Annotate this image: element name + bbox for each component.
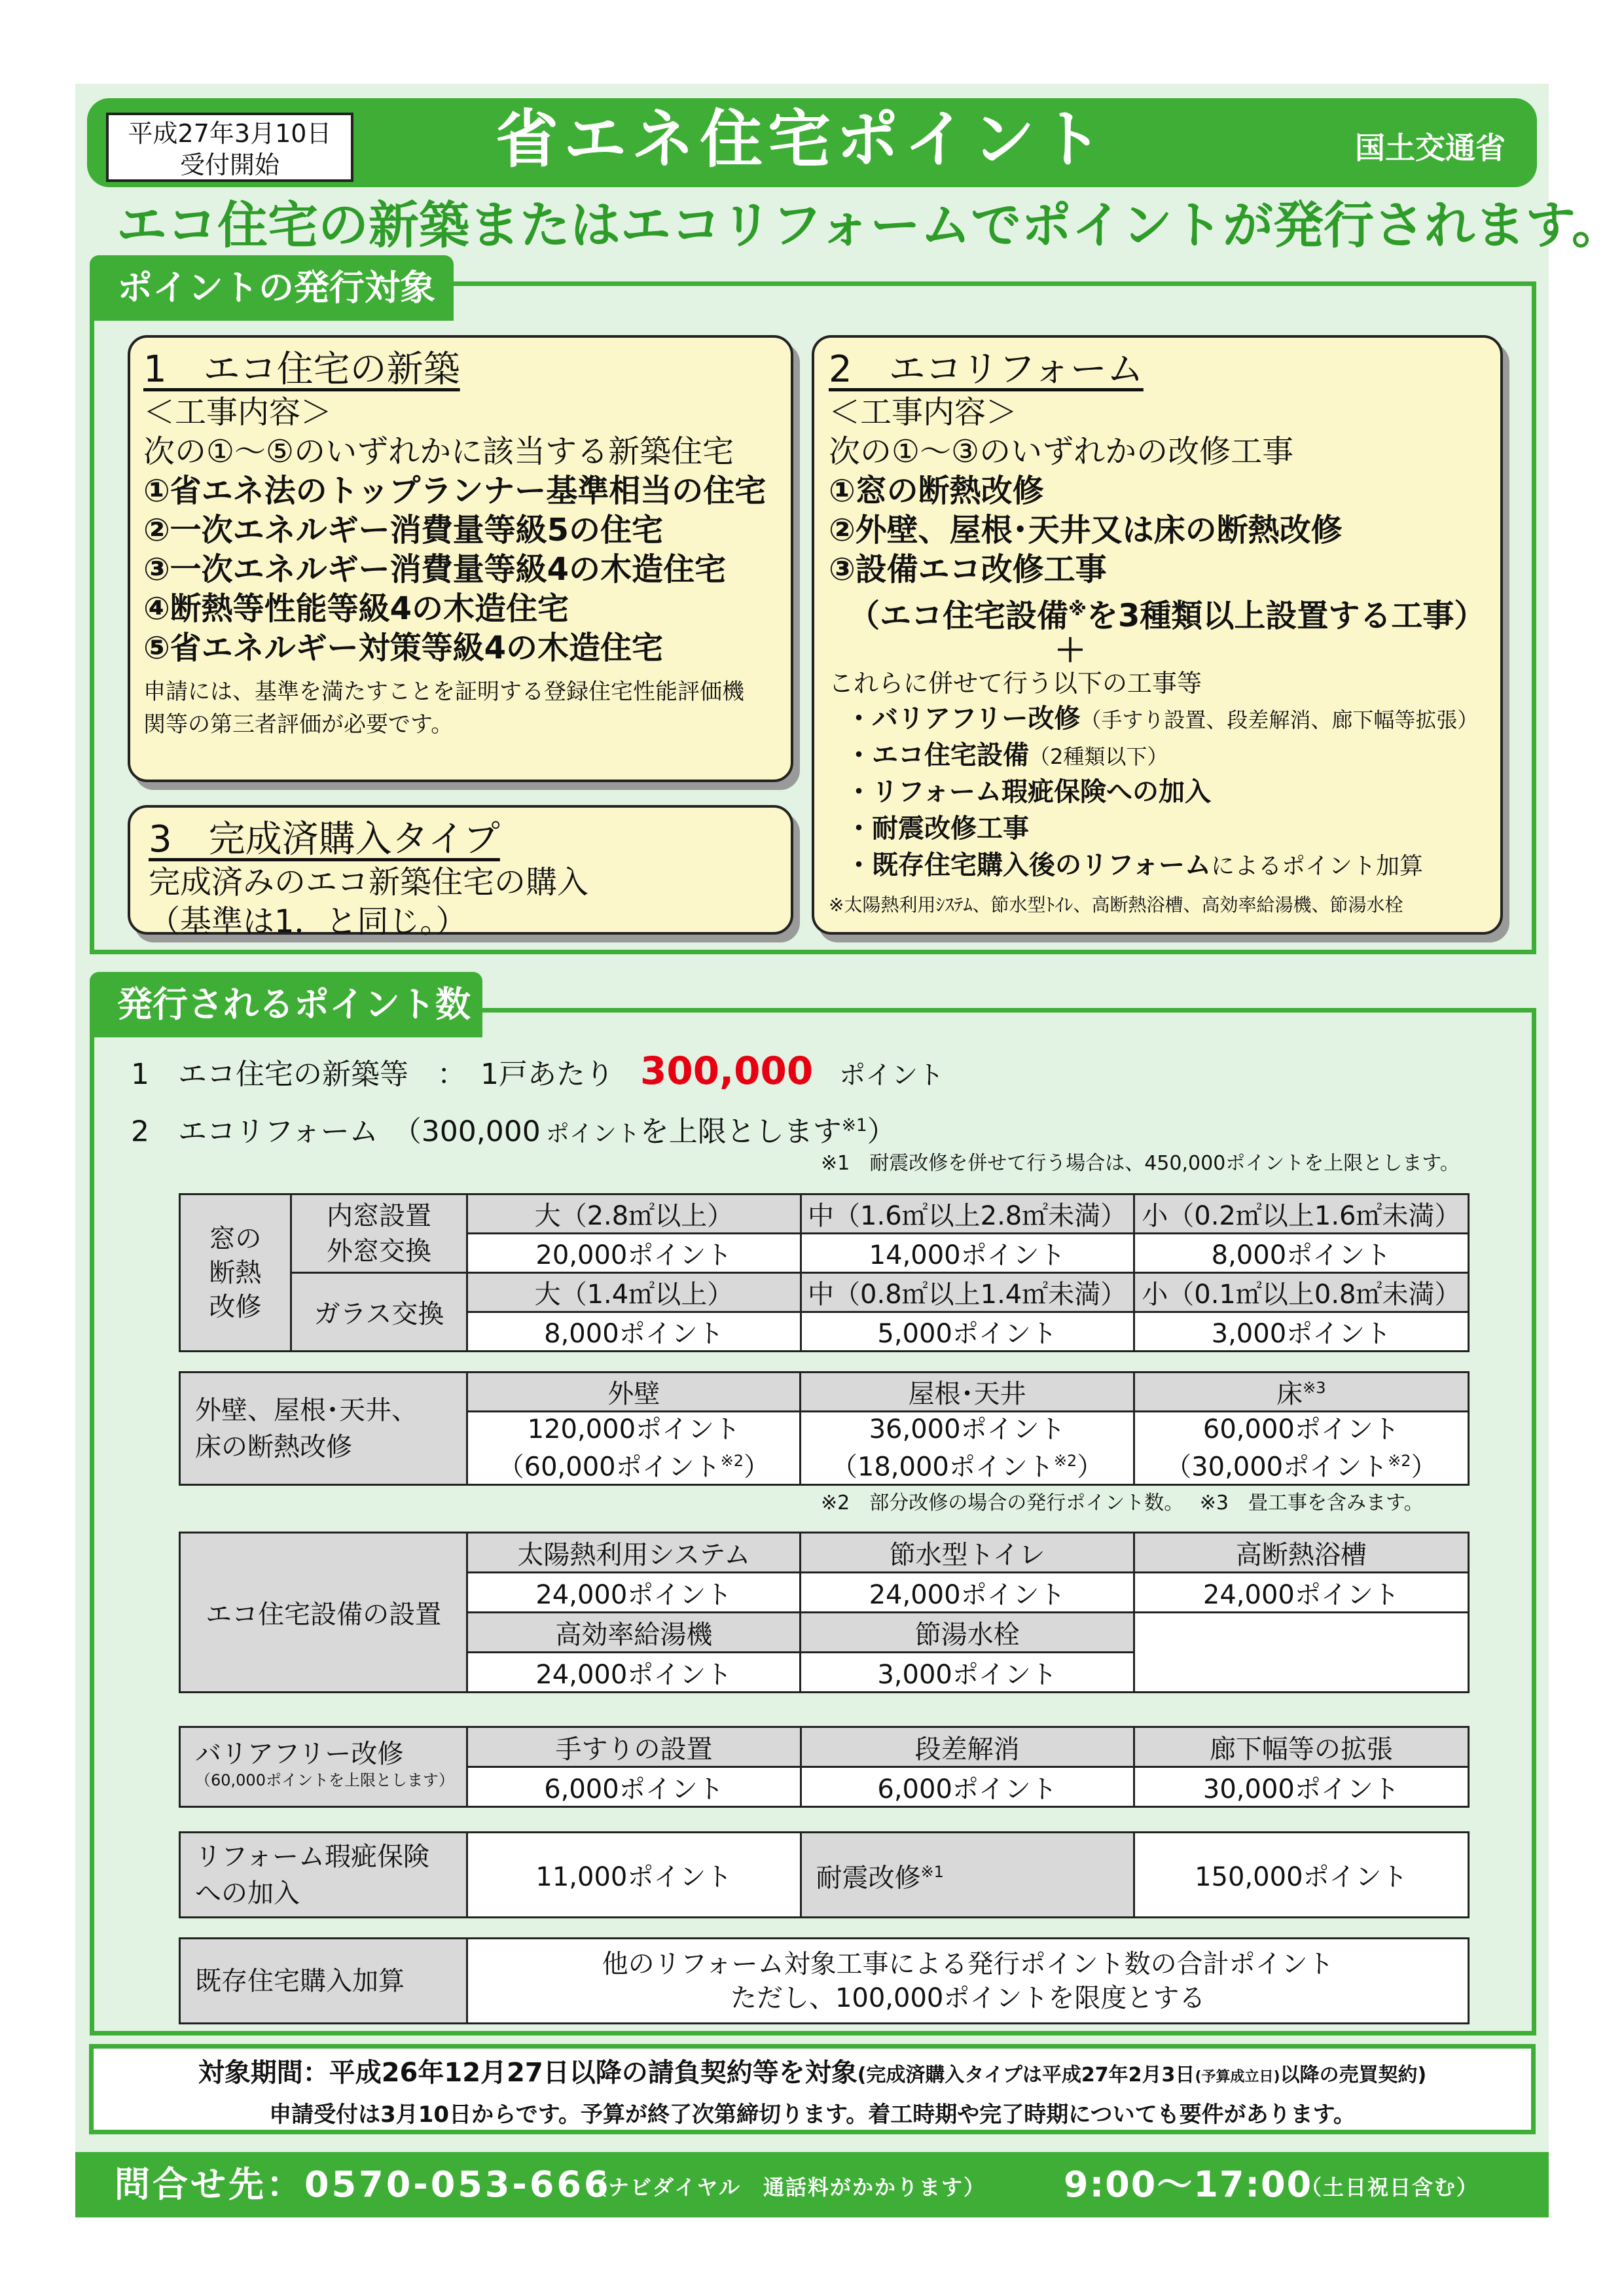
extras-list — [829, 701, 1500, 884]
note-partial-tatami: ※2 部分改修の場合の発行ポイント数。 ※3 畳工事を含みます。 — [821, 1492, 1424, 1515]
contact-hours: 9:00～17:00 — [1064, 2164, 1313, 2205]
work-header: 段差解消 — [801, 1727, 1134, 1767]
row-subheader: 内窓設置 外窓交換 — [291, 1194, 467, 1273]
card-title: 3 完成済購入タイプ — [149, 818, 500, 861]
size-header: 大（2.8㎡以上） — [467, 1194, 801, 1234]
equipment-header: 太陽熱利用システム — [467, 1533, 801, 1573]
equipment-footnote: ※太陽熱利用ｼｽﾃﾑ、節水型ﾄｲﾚ、高断熱浴槽、高効率給湯機、節湯水栓 — [829, 894, 1403, 916]
plus-sign: ＋ — [1055, 632, 1087, 669]
criterion-item: ④断熱等性能等級4の木造住宅 — [143, 590, 569, 627]
points-cell: 24,000ポイント — [1134, 1573, 1468, 1613]
contact-bar — [75, 2152, 1549, 2217]
work-header: 廊下幅等の拡張 — [1134, 1727, 1468, 1767]
empty-cell — [1134, 1613, 1468, 1693]
eco-reform-card — [812, 335, 1503, 935]
extra-item: ・エコ住宅設備（2種類以下） — [846, 740, 1168, 770]
start-date-label: 受付開始 — [179, 151, 280, 179]
contact-phone: 問合せ先：0570-053-666 — [115, 2164, 611, 2205]
barrier-free-table — [179, 1726, 1470, 1808]
points-cell: 20,000ポイント — [467, 1234, 801, 1273]
work-header: 手すりの設置 — [467, 1727, 801, 1767]
reform-item: ③設備エコ改修工事 — [829, 551, 1107, 588]
period-box — [89, 2044, 1536, 2134]
equipment-table — [179, 1532, 1470, 1693]
points-cell: 3,000ポイント — [1134, 1312, 1468, 1352]
points-cell: 8,000ポイント — [467, 1312, 801, 1352]
new-build-card — [128, 335, 793, 782]
points-cell: 30,000ポイント — [1134, 1767, 1468, 1807]
points-cell: 24,000ポイント — [467, 1653, 801, 1693]
tagline: エコ住宅の新築またはエコリフォームでポイントが発行されます。 — [117, 197, 1622, 255]
notice-line: 申請受付は3月10日からです。予算が終了次第締切ります。着工時期や完了時期についても要件があります。 — [269, 2102, 1356, 2128]
equipment-header: 節水型トイレ — [801, 1533, 1134, 1573]
reform-points-line: 2 エコリフォーム （300,000 ポイントを上限とします$^{※1}$） — [131, 1115, 896, 1149]
points-cell: 150,000ポイント — [1134, 1833, 1468, 1918]
new-build-points-line: 1 エコ住宅の新築等 ： 1戸あたり 300,000 ポイント — [131, 1049, 945, 1093]
card-title: 2 エコリフォーム — [829, 348, 1144, 391]
existing-house-table — [179, 1937, 1470, 2024]
card-note: 申請には、基準を満たすことを証明する登録住宅性能評価機 — [143, 679, 744, 705]
extra-item: ・リフォーム瑕疵保険への加入 — [846, 777, 1211, 807]
row-header: 窓の 断熱 改修 — [180, 1194, 291, 1352]
card-title: 1 エコ住宅の新築 — [143, 348, 460, 391]
points-cell: 24,000ポイント — [801, 1573, 1134, 1613]
existing-bonus-cell: 他のリフォーム対象工事による発行ポイント数の合計ポイント ただし、100,000ポイントを限度とする — [467, 1939, 1469, 2024]
wall-table — [179, 1371, 1470, 1486]
card-note: 関等の第三者評価が必要です。 — [143, 711, 454, 738]
completed-purchase-card — [128, 805, 793, 940]
equipment-header: 節湯水栓 — [801, 1613, 1134, 1653]
row-subheader: ガラス交換 — [291, 1273, 467, 1352]
extra-item: ・既存住宅購入後のリフォームによるポイント加算 — [846, 850, 1424, 880]
extra-item: ・バリアフリー改修（手すり設置、段差解消、廊下幅等拡張） — [846, 704, 1479, 734]
criterion-item: ②一次エネルギー消費量等級5の住宅 — [143, 512, 664, 548]
card-intro: 次の①～③のいずれかの改修工事 — [829, 433, 1294, 470]
eligibility-tab: ポイントの発行対象 — [90, 255, 454, 321]
part-header: 床$^{※3}$ — [1134, 1372, 1468, 1412]
row-header: リフォーム瑕疵保険 への加入 — [180, 1833, 467, 1918]
contact-hours-note: （土日祝日含む） — [1301, 2175, 1479, 2200]
page-title: 省エネ住宅ポイント — [496, 103, 1108, 176]
card-line: （基準は1．と同じ。） — [149, 903, 467, 940]
size-header: 小（0.1㎡以上0.8㎡未満） — [1134, 1273, 1468, 1312]
points-cell: 120,000ポイント （60,000ポイント$^{※2}$） — [467, 1412, 801, 1485]
start-date: 平成27年3月10日 — [128, 119, 332, 148]
size-header: 小（0.2㎡以上1.6㎡未満） — [1134, 1194, 1468, 1234]
new-build-points-value: 300,000 — [640, 1049, 814, 1093]
points-tab: 発行されるポイント数 — [90, 972, 482, 1037]
criterion-item: ⑤省エネルギー対策等級4の木造住宅 — [143, 630, 664, 666]
card-subhead: ＜工事内容＞ — [829, 394, 1018, 431]
equipment-header: 高効率給湯機 — [467, 1613, 801, 1653]
reform-item: ②外壁、屋根･天井又は床の断熱改修 — [829, 512, 1343, 548]
insurance-quake-table — [179, 1831, 1470, 1918]
reform-item: ①窓の断熱改修 — [829, 473, 1044, 509]
also-label: これらに併せて行う以下の工事等 — [829, 669, 1202, 698]
size-header: 大（1.4㎡以上） — [467, 1273, 801, 1312]
equipment-header: 高断熱浴槽 — [1134, 1533, 1468, 1573]
note-quake-cap: ※1 耐震改修を併せて行う場合は、450,000ポイントを上限とします。 — [821, 1152, 1460, 1175]
row-header: エコ住宅設備の設置 — [180, 1533, 467, 1693]
points-cell: 60,000ポイント （30,000ポイント$^{※2}$） — [1134, 1412, 1468, 1485]
size-header: 中（0.8㎡以上1.4㎡未満） — [801, 1273, 1134, 1312]
criterion-item: ①省エネ法のトップランナー基準相当の住宅 — [143, 473, 767, 509]
row-header: バリアフリー改修 （60,000ポイントを上限とします） — [180, 1727, 467, 1807]
part-header: 屋根･天井 — [801, 1372, 1134, 1412]
size-header: 中（1.6㎡以上2.8㎡未満） — [801, 1194, 1134, 1234]
extra-item: ・耐震改修工事 — [846, 814, 1029, 844]
points-cell: 8,000ポイント — [1134, 1234, 1468, 1273]
period-line: 対象期間：平成26年12月27日以降の請負契約等を対象(完成済購入タイプは平成27年2月3日(予算成立日)以降の売買契約) — [198, 2058, 1427, 2088]
points-cell: 24,000ポイント — [467, 1573, 801, 1613]
criterion-item: ③一次エネルギー消費量等級4の木造住宅 — [143, 551, 727, 588]
card-line: 完成済みのエコ新築住宅の購入 — [149, 864, 589, 901]
points-cell: 5,000ポイント — [801, 1312, 1134, 1352]
part-header: 外壁 — [467, 1372, 801, 1412]
row-header: 外壁、屋根･天井、 床の断熱改修 — [180, 1372, 467, 1485]
row-header: 耐震改修$^{※1}$ — [801, 1833, 1134, 1918]
window-table — [179, 1193, 1470, 1352]
points-cell: 3,000ポイント — [801, 1653, 1134, 1693]
points-cell: 6,000ポイント — [467, 1767, 801, 1807]
points-cell: 36,000ポイント （18,000ポイント$^{※2}$） — [801, 1412, 1134, 1485]
start-date-box — [106, 113, 353, 182]
card-subhead: ＜工事内容＞ — [143, 394, 333, 431]
points-cell: 14,000ポイント — [801, 1234, 1134, 1273]
card-intro: 次の①～⑤のいずれかに該当する新築住宅 — [143, 433, 734, 470]
points-cell: 11,000ポイント — [467, 1833, 801, 1918]
row-header: 既存住宅購入加算 — [180, 1939, 467, 2024]
contact-note: （ナビダイヤル 通話料がかかります） — [586, 2175, 986, 2200]
points-cell: 6,000ポイント — [801, 1767, 1134, 1807]
ministry-name: 国土交通省 — [1355, 130, 1506, 166]
reform-item-subnote: （エコ住宅設備※を3種類以上設置する工事） — [848, 598, 1486, 634]
